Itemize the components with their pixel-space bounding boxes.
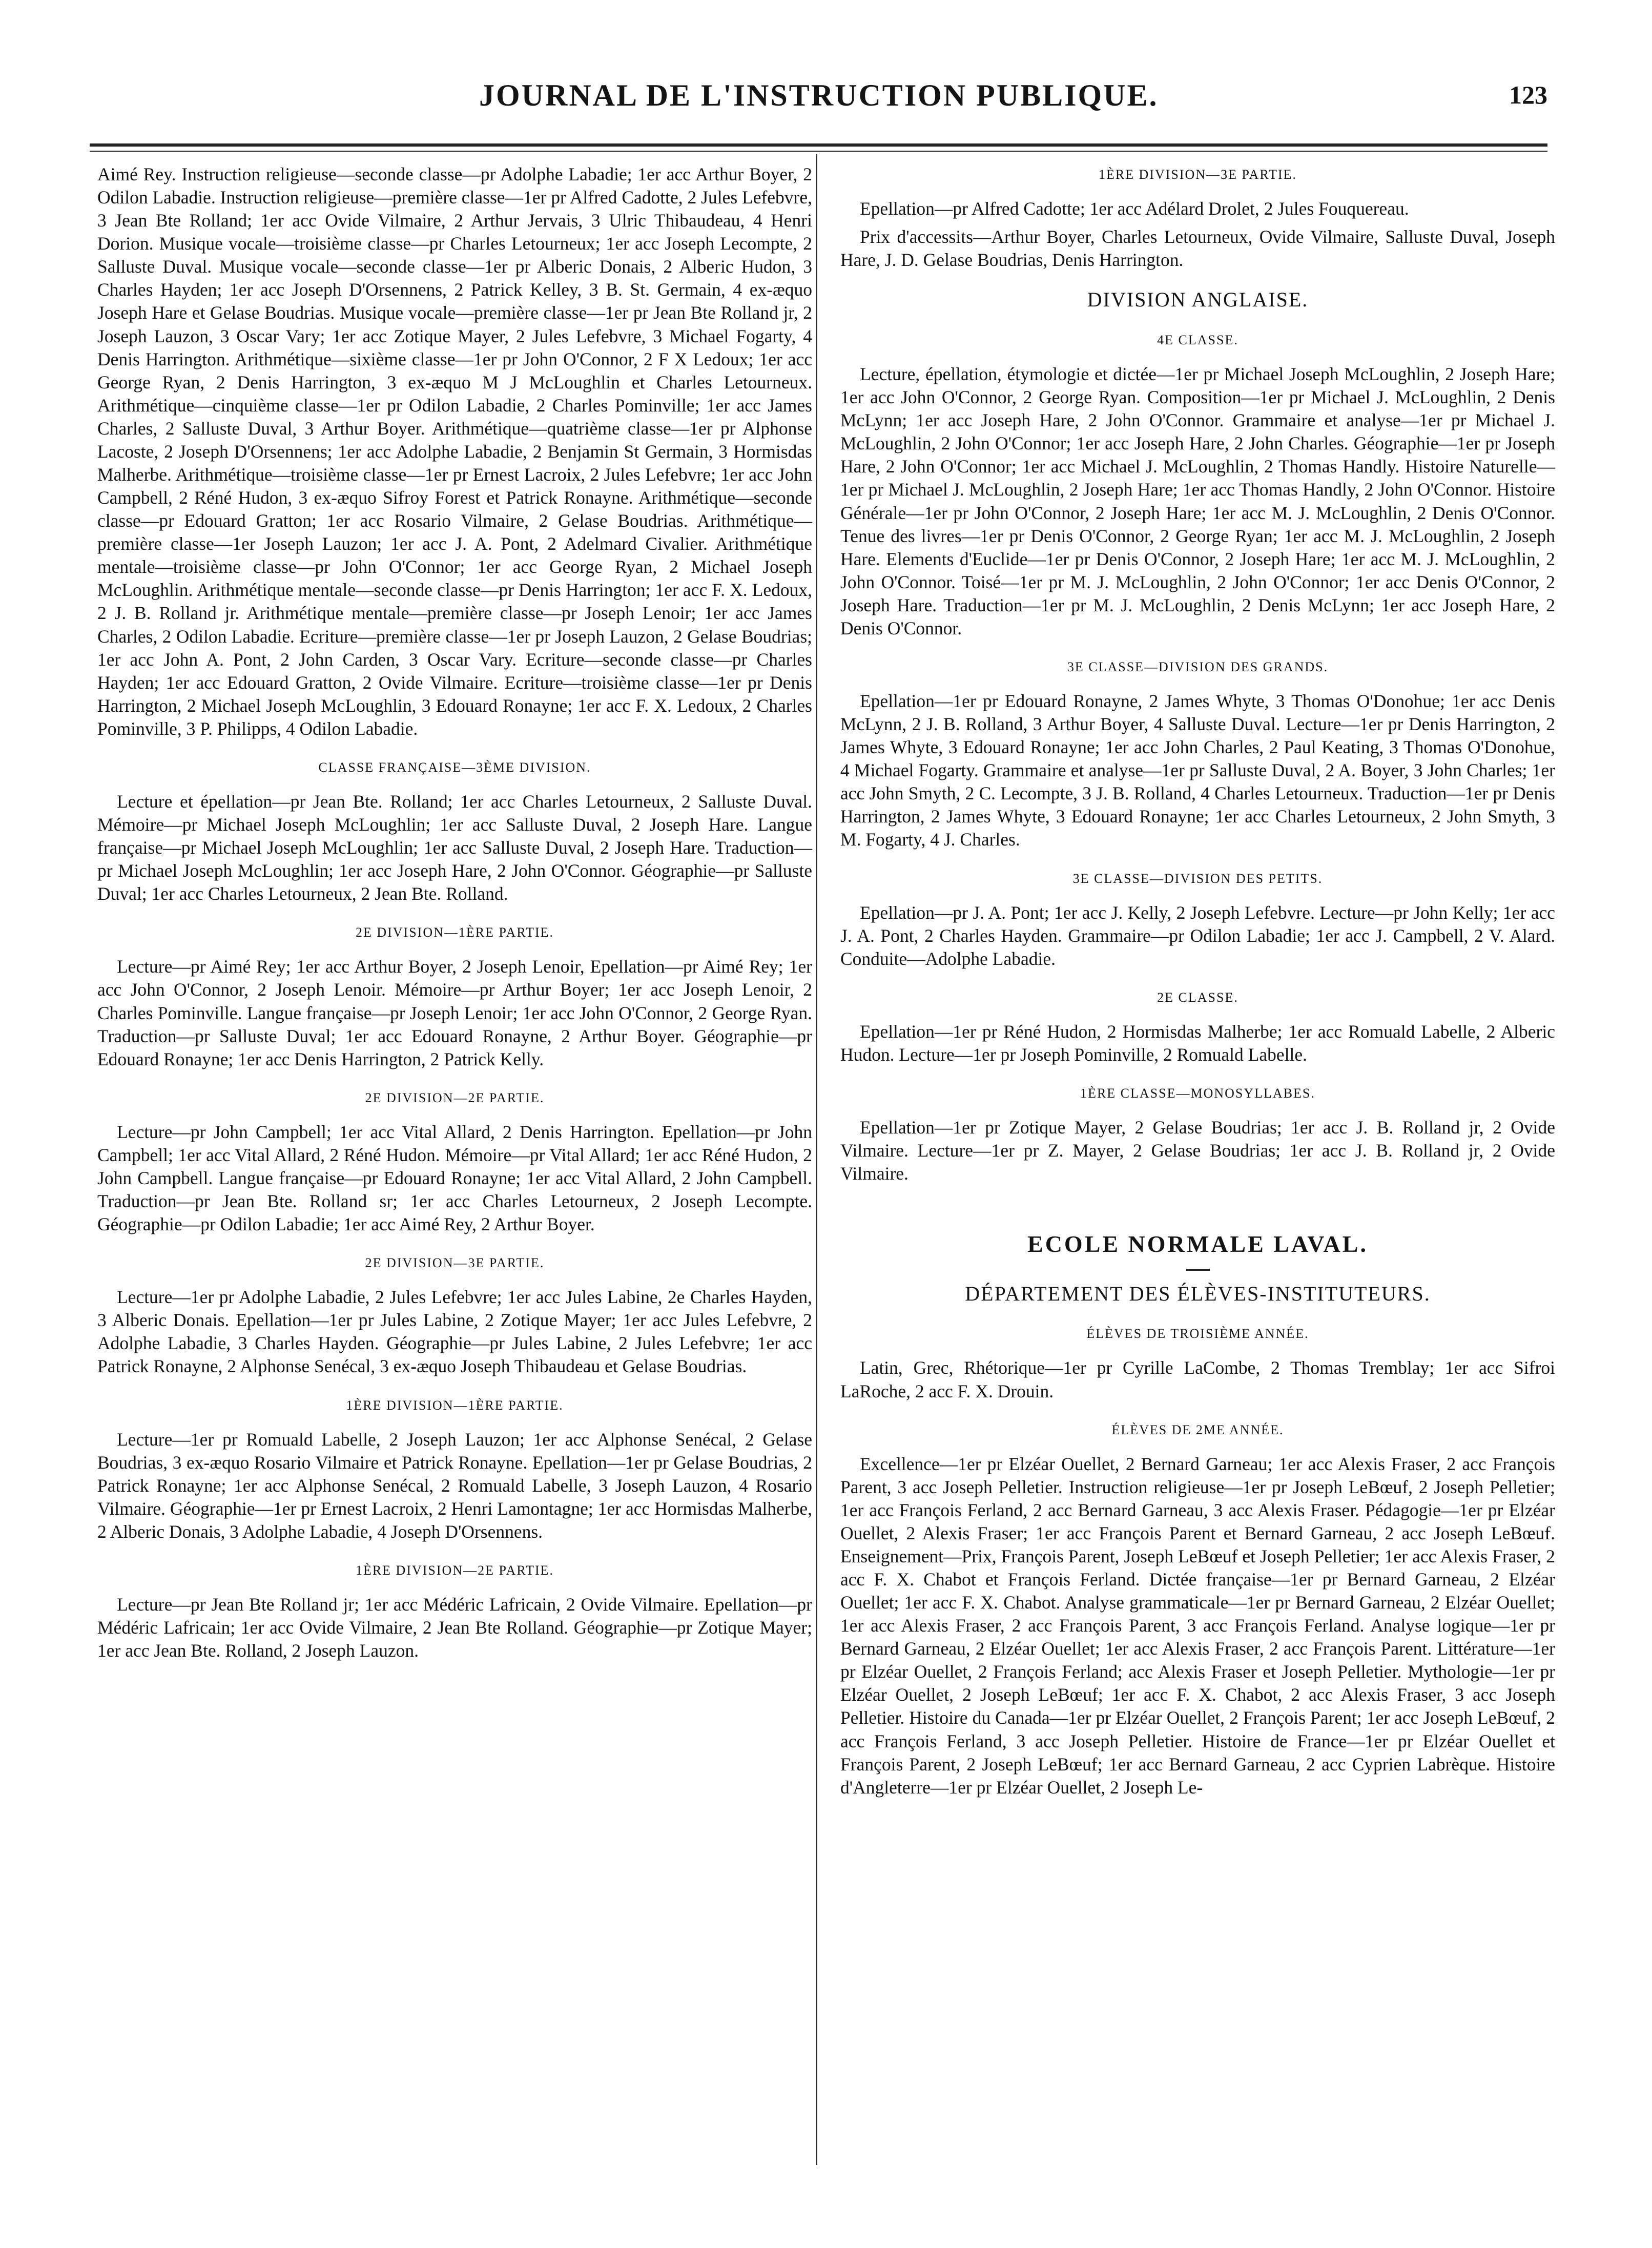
paragraph: Latin, Grec, Rhétorique—1er pr Cyrille LaCombe, 2 Thomas Tremblay; 1er acc Sifroi LaRoche, 2 acc F. X. Drouin. xyxy=(840,1357,1555,1401)
paragraph: Lecture et épellation—pr Jean Bte. Rolland; 1er acc Charles Letourneux, 2 Salluste Duval. Mémoire—pr Michael Joseph McLoughlin; 1er acc Salluste Duval, 2 Joseph Hare. Langue française—pr Michael Joseph McLoughlin; 1er acc Salluste Duval, 2 Joseph Hare. Traduction—pr Michael Joseph McLoughlin; 1er acc Joseph Hare, 2 John O'Connor. Géographie—pr Salluste Duval; 1er acc Charles Letourneux, 2 Jean Bte. Rolland. xyxy=(97,791,812,904)
column-separator xyxy=(816,154,817,2165)
paragraph: Aimé Rey. Instruction religieuse—seconde classe—pr Adolphe Labadie; 1er acc Arthur Boyer, 2 Odilon Labadie. Instruction religieuse—première classe—1er pr Alfred Cadotte, 2 Jules Lefebvre, 3 Jean Bte Rolland; 1er acc Ovide Vilmaire, 2 Arthur Jervais, 3 Ulric Thibaudeau, 4 Henri Dorion. Musique vocale—troisième classe—pr Charles Letourneux; 1er acc Joseph Lecompte, 2 Salluste Duval. Musique vocale—seconde classe—1er pr Alberic Donais, 2 Alberic Hudon, 3 Charles Hayden; 1er acc Joseph D'Orsennens, 2 Patrick Kelley, 3 B. St. Germain, 4 ex-æquo Joseph Hare et Gelase Boudrias. Musique vocale—première classe—1er pr Jean Bte Rolland jr, 2 Joseph Lauzon, 3 Oscar Vary; 1er acc Zotique Mayer, 2 Jules Lefebvre, 3 Michael Fogarty, 4 Denis Harrington. Arithmétique—sixième classe—1er pr John O'Connor, 2 F X Ledoux; 1er acc George Ryan, 2 Denis Harrington, 3 ex-æquo M J McLoughlin et Charles Letourneux. Arithmétique—cinquième classe—1er pr Odilon Labadie, 2 Charles Pominville; 1er acc James Charles, 2 Salluste Duval, 3 Arthur Boyer. Arithmétique—quatrième classe—1er pr Alphonse Lacoste, 2 Joseph D'Orsennens; 1er acc Adolphe Labadie, 2 Benjamin St Germain, 3 Hormisdas Malherbe. Arithmétique—troisième classe—1er pr Ernest Lacroix, 2 Jules Lefebvre; 1er acc John Campbell, 2 Réné Hudon, 3 ex-æquo Sifroy Forest et Patrick Ronayne. Arithmétique—seconde classe—pr Edouard Gratton; 1er acc Rosario Vilmaire, 2 Gelase Boudrias. Arithmétique—première classe—1er Joseph Lauzon; 1er acc J. A. Pont, 2 Adelmard Civalier. Arithmétique mentale—troisième classe—pr John O'Connor; 1er acc George Ryan, 2 Michael Joseph McLoughlin. Arithmétique mentale—seconde classe—pr Denis Harrington; 1er acc F. X. Ledoux, 2 J. B. Rolland jr. Arithmétique mentale—première classe—pr Joseph Lenoir; 1er acc James Charles, 2 Odilon Labadie. Ecriture—première classe—1er pr Joseph Lauzon, 2 Gelase Boudrias; 1er acc John A. Pont, 2 John Carden, 3 Oscar Vary. Ecriture—seconde classe—pr Charles Hayden; 1er acc Edouard Gratton, 2 Ovide Vilmaire. Ecriture—troisième classe—1er pr Denis Harrington, 2 Michael Joseph McLoughlin, 3 Edouard Ronayne; 1er acc F. X. Ledoux, 2 Charles Pominville, 3 P. Philipps, 4 Odilon Labadie. xyxy=(97,164,812,739)
section-heading: 1ÈRE CLASSE—MONOSYLLABES. xyxy=(1080,1085,1315,1101)
ecole-title: ECOLE NORMALE LAVAL. xyxy=(1027,1231,1368,1257)
paragraph: Lecture—pr John Campbell; 1er acc Vital Allard, 2 Denis Harrington. Epellation—pr John Campbell; 1er acc Vital Allard, 2 Réné Hudon. Mémoire—pr Vital Allard; 1er acc Réné Hudon, 2 John Campbell. Langue française—pr Edouard Ronayne; 1er acc Vital Allard, 2 John Campbell. Traduction—pr Jean Bte. Rolland sr; 1er acc Charles Letourneux, 2 Joseph Lecompte. Géographie—pr Odilon Labadie; 1er acc Aimé Rey, 2 Arthur Boyer. xyxy=(97,1121,812,1235)
section-heading: 1ÈRE DIVISION—2E PARTIE. xyxy=(355,1562,554,1578)
paragraph: Lecture—pr Jean Bte Rolland jr; 1er acc Médéric Lafricain, 2 Ovide Vilmaire. Epellation—pr Médéric Lafricain; 1er acc Ovide Vilmaire, 2 Jean Bte Rolland. Géographie—pr Zotique Mayer; 1er acc Jean Bte. Rolland, 2 Joseph Lauzon. xyxy=(97,1594,812,1661)
section-heading: 4E CLASSE. xyxy=(1157,333,1238,348)
paragraph: Lecture—1er pr Adolphe Labadie, 2 Jules Lefebvre; 1er acc Jules Labine, 2e Charles Hayden, 3 Alberic Donais. Epellation—1er pr Jules Labine, 2 Zotique Mayer; 1er acc Jules Lefebvre, 2 Adolphe Labadie, 3 Charles Hayden. Géographie—pr Jules Labine, 2 Jules Lefebvre; 1er acc Patrick Ronayne, 2 Alphonse Senécal, 3 ex-æquo Joseph Thibaudeau et Gelase Boudrias. xyxy=(97,1287,812,1377)
page-number: 123 xyxy=(1509,80,1547,109)
running-title: JOURNAL DE L'INSTRUCTION PUBLIQUE. xyxy=(479,78,1159,112)
paragraph: Epellation—1er pr Zotique Mayer, 2 Gelase Boudrias; 1er acc J. B. Rolland jr, 2 Ovide Vilmaire. Lecture—1er pr Z. Mayer, 2 Gelase Boudrias; 1er acc J. B. Rolland jr, 2 Ovide Vilmaire. xyxy=(840,1117,1555,1184)
department-heading: DÉPARTEMENT DES ÉLÈVES-INSTITUTEURS. xyxy=(965,1282,1431,1305)
paragraph: Epellation—pr J. A. Pont; 1er acc J. Kelly, 2 Joseph Lefebvre. Lecture—pr John Kelly; 1er acc J. A. Pont, 2 Charles Hayden. Grammaire—pr Odilon Labadie; 1er acc J. Campbell, 2 V. Alard. Conduite—Adolphe Labadie. xyxy=(840,902,1555,969)
section-heading: 1ÈRE DIVISION—3E PARTIE. xyxy=(1098,167,1297,182)
section-heading: 2E CLASSE. xyxy=(1157,989,1238,1005)
section-heading: ÉLÈVES DE TROISIÈME ANNÉE. xyxy=(1086,1326,1309,1342)
division-heading: DIVISION ANGLAISE. xyxy=(1087,288,1309,312)
paragraph: Lecture—1er pr Romuald Labelle, 2 Joseph Lauzon; 1er acc Alphonse Senécal, 2 Gelase Boudrias, 3 ex-æquo Rosario Vilmaire et Patrick Ronayne. Epellation—1er pr Gelase Boudrias, 2 Patrick Ronayne; 1er acc Alphonse Senécal, 2 Romuald Labelle, 3 Joseph Lauzon, 4 Rosario Vilmaire. Géographie—1er pr Ernest Lacroix, 2 Henri Lamontagne; 1er acc Hormisdas Malherbe, 2 Alberic Donais, 3 Adolphe Labadie, 4 Joseph D'Orsennens. xyxy=(97,1429,812,1542)
paragraph: Lecture, épellation, étymologie et dictée—1er pr Michael Joseph McLoughlin, 2 Joseph Hare; 1er acc John O'Connor, 2 George Ryan. Composition—1er pr Michael J. McLoughlin, 2 Denis McLynn; 1er acc Joseph Hare, 2 John O'Connor. Grammaire et analyse—1er pr Michael J. McLoughlin, 2 John O'Connor; 1er acc Joseph Hare, 2 John Charles. Géographie—1er pr Joseph Hare, 2 John O'Connor; 1er acc Michael J. McLoughlin, 2 Thomas Handly. Histoire Naturelle—1er pr Michael J. McLoughlin, 2 Joseph Hare; 1er acc Thomas Handly, 2 John O'Connor. Histoire Générale—1er pr John O'Connor, 2 Joseph Hare; 1er acc M. J. McLoughlin, 2 Denis O'Connor. Tenue des livres—1er pr Denis O'Connor, 2 George Ryan; 1er acc M. J. McLoughlin, 2 Joseph Hare. Elements d'Euclide—1er pr Denis O'Connor, 2 Joseph Hare; 1er acc M. J. McLoughlin, 2 John O'Connor. Toisé—1er pr M. J. McLoughlin, 2 John O'Connor; 1er acc Denis O'Connor, 2 Joseph Hare. Traduction—1er pr M. J. McLoughlin, 2 Denis McLynn; 1er acc Joseph Hare, 2 Denis O'Connor. xyxy=(840,364,1555,638)
header-rule-thin xyxy=(90,151,1547,152)
paragraph: Lecture—pr Aimé Rey; 1er acc Arthur Boyer, 2 Joseph Lenoir, Epellation—pr Aimé Rey; 1er acc John O'Connor, 2 Joseph Lenoir. Mémoire—pr Arthur Boyer; 1er acc Joseph Lenoir, 2 Charles Pominville. Langue française—pr Joseph Lenoir; 1er acc John O'Connor, 2 George Ryan. Traduction—pr Salluste Duval; 1er acc Edouard Ronayne, 2 Arthur Boyer. Géographie—pr Edouard Ronayne; 1er acc Denis Harrington, 2 Patrick Kelly. xyxy=(97,956,812,1069)
paragraph: Excellence—1er pr Elzéar Ouellet, 2 Bernard Garneau; 1er acc Alexis Fraser, 2 acc François Parent, 3 acc Joseph Pelletier. Instruction religieuse—1er pr Joseph LeBœuf, 2 Joseph Pelletier; 1er acc François Ferland, 2 acc Bernard Garneau, 3 acc Alexis Fraser. Pédagogie—1er pr Elzéar Ouellet, 2 Alexis Fraser; 1er acc François Parent et Bernard Garneau, 2 acc Joseph LeBœuf. Enseignement—Prix, François Parent, Joseph LeBœuf et Joseph Pelletier; 1er acc Alexis Fraser, 2 acc F. X. Chabot et François Ferland. Dictée française—1er pr Bernard Garneau, 2 Elzéar Ouellet; 1er acc F. X. Chabot. Analyse grammaticale—1er pr Bernard Garneau, 2 Elzéar Ouellet; 1er acc Alexis Fraser, 2 acc François Parent, 3 acc François Ferland. Analyse logique—1er pr Bernard Garneau, 2 Elzéar Ouellet; 1er acc Alexis Fraser, 2 acc François Parent. Littérature—1er pr Elzéar Ouellet, 2 François Ferland; acc Alexis Fraser et Joseph Pelletier. Mythologie—1er pr Elzéar Ouellet, 2 Joseph LeBœuf; 1er acc F. X. Chabot, 2 acc Alexis Fraser, 3 acc Joseph Pelletier. Histoire du Canada—1er pr Elzéar Ouellet, 2 François Parent; 1er acc Joseph LeBœuf, 2 acc François Ferland, 3 acc Joseph Pelletier. Histoire de France—1er pr Elzéar Ouellet et François Parent, 2 Joseph LeBœuf; 1er acc Bernard Garneau, 2 acc Cyprien Labrèque. Histoire d'Angleterre—1er pr Elzéar Ouellet, 2 Joseph Le- xyxy=(840,1453,1555,1798)
paragraph: Epellation—1er pr Réné Hudon, 2 Hormisdas Malherbe; 1er acc Romuald Labelle, 2 Alberic Hudon. Lecture—1er pr Joseph Pominville, 2 Romuald Labelle. xyxy=(840,1021,1555,1065)
left-column xyxy=(97,163,812,1667)
section-heading: 3E CLASSE—DIVISION DES GRANDS. xyxy=(1067,659,1329,674)
section-heading: 1ÈRE DIVISION—1ÈRE PARTIE. xyxy=(346,1397,564,1413)
section-heading: 2E DIVISION—3E PARTIE. xyxy=(365,1255,545,1271)
section-heading: ÉLÈVES DE 2ME ANNÉE. xyxy=(1111,1422,1284,1437)
paragraph: Epellation—pr Alfred Cadotte; 1er acc Adélard Drolet, 2 Jules Fouquereau. xyxy=(860,198,1409,219)
section-heading: CLASSE FRANÇAISE—3ÈME DIVISION. xyxy=(318,759,591,775)
section-heading: 2E DIVISION—2E PARTIE. xyxy=(365,1090,545,1105)
right-column xyxy=(840,163,1555,1804)
section-heading: 3E CLASSE—DIVISION DES PETITS. xyxy=(1072,871,1323,886)
paragraph: Prix d'accessits—Arthur Boyer, Charles Letourneux, Ovide Vilmaire, Salluste Duval, Joseph Hare, J. D. Gelase Boudrias, Denis Harrington. xyxy=(840,226,1555,271)
section-heading: 2E DIVISION—1ÈRE PARTIE. xyxy=(355,925,554,940)
page-header xyxy=(90,78,1547,114)
title-dash xyxy=(1186,1269,1210,1271)
header-rule-thick xyxy=(90,143,1547,147)
paragraph: Epellation—1er pr Edouard Ronayne, 2 James Whyte, 3 Thomas O'Donohue; 1er acc Denis McLynn, 2 J. B. Rolland, 3 Arthur Boyer, 4 Salluste Duval. Lecture—1er pr Denis Harrington, 2 James Whyte, 3 Edouard Ronayne; 1er acc John Charles, 2 Paul Keating, 3 Thomas O'Donohue, 4 Michael Fogarty. Grammaire et analyse—1er pr Salluste Duval, 2 A. Boyer, 3 John Charles; 1er acc John Smyth, 2 C. Lecompte, 3 J. B. Rolland, 4 Charles Letourneux. Traduction—1er pr Denis Harrington, 2 James Whyte, 3 Edouard Ronayne; 1er acc Charles Letourneux, 2 John Smyth, 3 M. Fogarty, 4 J. Charles. xyxy=(840,691,1555,850)
